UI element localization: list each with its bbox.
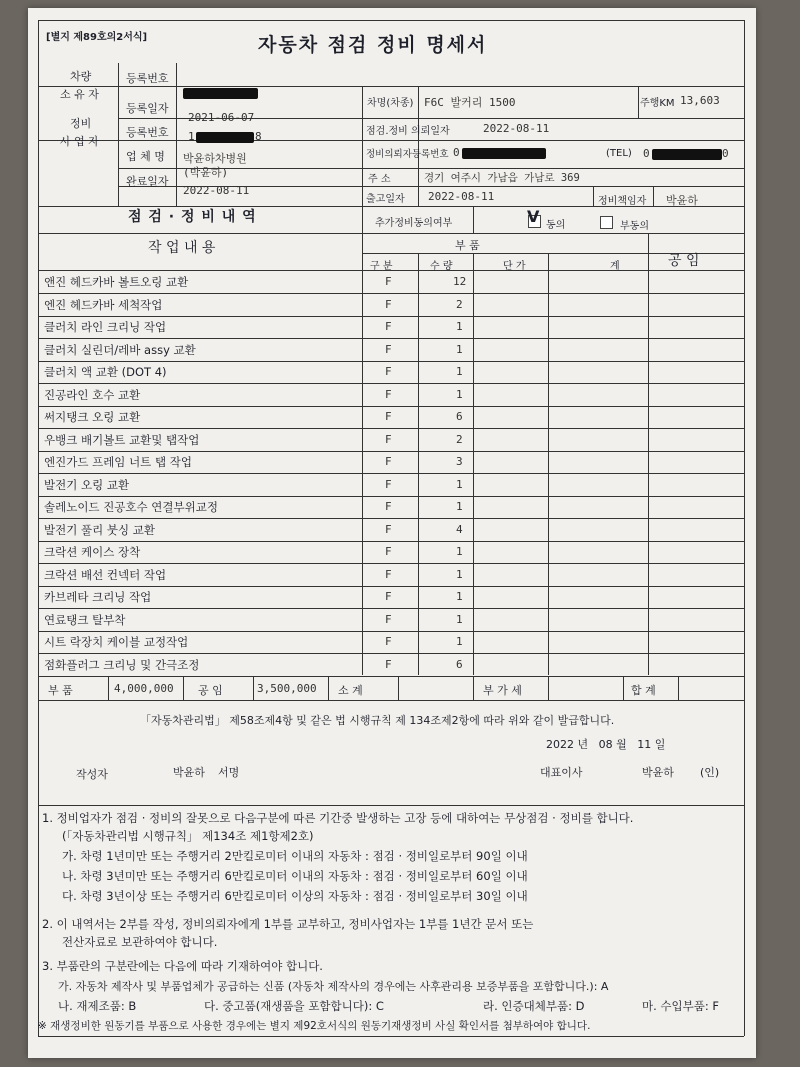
part-qty: 6 (456, 410, 463, 423)
owner-label-2: 소 유 자 (60, 88, 99, 101)
manager: 박윤하 (666, 194, 698, 207)
done-date: 2022-08-11 (183, 184, 250, 197)
rule (38, 586, 744, 587)
agree-label: 동의 (546, 220, 566, 231)
disagree-checkbox[interactable] (600, 216, 613, 229)
part-type: F (385, 545, 392, 558)
part-type: F (385, 635, 392, 648)
rule (418, 253, 419, 675)
rule (548, 253, 549, 675)
work-description: 써지탱크 오링 교환 (44, 410, 141, 424)
frame-top (38, 20, 744, 21)
part-qty: 4 (456, 523, 463, 536)
writer-label: 작성자 (76, 768, 108, 781)
part-type: F (385, 365, 392, 378)
km-value: 13,603 (680, 94, 720, 107)
rule (38, 451, 744, 452)
rule (398, 676, 399, 700)
part-type: F (385, 320, 392, 333)
tel-label: (TEL) (606, 148, 632, 159)
address-label: 주 소 (368, 174, 391, 185)
biz-label: 정비 (70, 117, 92, 130)
part-type: F (385, 410, 392, 423)
done-date-label: 완료일자 (126, 175, 169, 188)
part-qty: 3 (456, 455, 463, 468)
owner-reg-date-label: 등록일자 (126, 102, 169, 115)
part-qty: 1 (456, 613, 463, 626)
work-description: 진공라인 호수 교환 (44, 388, 141, 402)
col-qty: 수 량 (430, 261, 453, 272)
part-qty: 1 (456, 500, 463, 513)
sign-label: 서명 (218, 766, 240, 779)
work-description: 엔진가드 프레임 너트 탭 작업 (44, 455, 192, 469)
work-description: 발전기 풀리 붓싱 교환 (44, 523, 155, 537)
rule (38, 631, 744, 632)
rule (38, 805, 744, 806)
issue-statement: 「자동차관리법」 제58조제4항 및 같은 법 시행규칙 제 134조제2항에 따라 위와 같이 발급합니다. (140, 714, 615, 727)
work-description: 발전기 오링 교환 (44, 478, 130, 492)
work-description: 크락션 케이스 장착 (44, 545, 141, 559)
rule (653, 186, 654, 206)
work-description: 연료탱크 탈부착 (44, 613, 126, 627)
day-unit: 일 (654, 738, 666, 751)
work-description: 시트 락장치 케이블 교정작업 (44, 635, 189, 649)
month-unit: 월 (616, 738, 627, 751)
work-description: 점화플러그 크리닝 및 간극조정 (44, 658, 200, 672)
owner-label: 차량 (70, 70, 92, 83)
car-model: F6C 발커리 1500 (424, 96, 516, 109)
part-qty: 2 (456, 433, 463, 446)
rule (38, 338, 744, 339)
owner-reg-no-label: 등록번호 (126, 72, 169, 85)
part-qty: 1 (456, 343, 463, 356)
note-2b: 전산자료로 보관하여야 합니다. (62, 935, 218, 949)
frame-right (744, 20, 745, 1036)
rule (38, 700, 744, 701)
part-qty: 1 (456, 478, 463, 491)
owner-reg-date: 2021-06-07 (188, 111, 255, 124)
rule (638, 86, 639, 118)
rep-label: 대표이사 (540, 766, 583, 779)
car-model-label: 차명(차종) (367, 98, 414, 109)
rule (183, 676, 184, 700)
note-1-ref: (「자동차관리법 시행규칙」 제134조 제1항제2호) (62, 829, 314, 843)
part-type: F (385, 568, 392, 581)
rule (678, 676, 679, 700)
issue-date (546, 736, 665, 752)
note-3d: 라. 인증대체부품: D (483, 999, 585, 1013)
rule (38, 541, 744, 542)
rule (623, 676, 624, 700)
note-3e: 마. 수입부품: F (642, 999, 720, 1013)
part-qty: 1 (456, 365, 463, 378)
work-header: 작 업 내 용 (148, 240, 216, 256)
tel-value: 0 (643, 147, 650, 160)
rule (38, 316, 744, 317)
rule (253, 676, 254, 700)
vat-label: 부 가 세 (483, 684, 522, 697)
biz-label-2: 사 업 자 (60, 135, 99, 148)
rule (362, 253, 363, 675)
part-type: F (385, 613, 392, 626)
part-qty: 12 (453, 275, 467, 288)
requester-no: 0 (453, 146, 460, 159)
work-description: 엔진 헤드카바 세척작업 (44, 298, 163, 312)
grand-total-label: 합 계 (631, 684, 656, 697)
work-description: 클러치 라인 크리닝 작업 (44, 320, 167, 334)
work-description: 앤진 헤드카바 볼트오링 교환 (44, 275, 189, 289)
writer-name: 박윤하 (173, 766, 205, 779)
company-owner: (박윤하) (183, 166, 229, 179)
part-qty: 2 (456, 298, 463, 311)
part-type: F (385, 658, 392, 671)
frame-left (38, 20, 39, 1036)
rule (118, 63, 119, 206)
biz-reg-no-tail: 8 (255, 130, 262, 143)
work-description: 클러치 액 교환 (DOT 4) (44, 365, 167, 379)
document-title: 자동차 점검 정비 명세서 (258, 34, 488, 56)
rule (38, 563, 744, 564)
part-qty: 1 (456, 545, 463, 558)
rule (473, 676, 474, 700)
release-date-label: 출고일자 (366, 194, 405, 205)
rule (38, 361, 744, 362)
seal-mark: (인) (700, 766, 720, 779)
inspection-document (28, 8, 756, 1058)
section-title: 점 검 · 정 비 내 역 (128, 209, 257, 225)
note-3: 3. 부품란의 구분란에는 다음에 따라 기재하여야 합니다. (42, 959, 323, 973)
rule (38, 653, 744, 654)
rule (38, 518, 744, 519)
part-type: F (385, 455, 392, 468)
part-type: F (385, 590, 392, 603)
work-description: 우뱅크 배기볼트 교환및 탭작업 (44, 433, 200, 447)
rule (648, 253, 649, 675)
issue-month: 08 (598, 738, 613, 751)
part-type: F (385, 500, 392, 513)
rule (38, 293, 744, 294)
agree-checkmark: V (527, 207, 540, 226)
work-description: 솔레노이드 진공호수 연결부위교정 (44, 500, 218, 514)
work-description: 카브레타 크리닝 작업 (44, 590, 152, 604)
col-total: 계 (610, 261, 620, 272)
col-type: 구 분 (370, 261, 393, 272)
issue-year: 2022 (546, 738, 574, 751)
release-date: 2022-08-11 (428, 190, 495, 203)
part-qty: 1 (456, 568, 463, 581)
rule (38, 676, 744, 677)
note-3c: 다. 중고품(재생품을 포함합니다): C (204, 999, 384, 1013)
biz-reg-no-label: 등록번호 (126, 126, 169, 139)
rule (38, 383, 744, 384)
rule (38, 140, 744, 141)
tel-tail: 0 (722, 147, 729, 160)
part-type: F (385, 275, 392, 288)
work-description: 크락션 배선 컨넥터 작업 (44, 568, 167, 582)
requester-no-label: 정비의뢰자등록번호 (366, 149, 449, 160)
year-unit: 년 (577, 738, 589, 751)
part-qty: 6 (456, 658, 463, 671)
part-type: F (385, 523, 392, 536)
rule (108, 676, 109, 700)
frame-bottom (38, 1036, 744, 1037)
form-number: [별지 제89호의2서식] (46, 32, 148, 43)
address: 경기 여주시 가남읍 가남로 369 (424, 172, 580, 184)
work-description: 클러치 실린더/레바 assy 교환 (44, 343, 196, 357)
rule (38, 406, 744, 407)
subtotal-label: 소 계 (338, 684, 363, 697)
rule (328, 676, 329, 700)
rule (38, 233, 744, 234)
note-star: ※ 재생정비한 원동기를 부품으로 사용한 경우에는 별지 제92호서식의 원동기재생정비 사실 확인서를 첨부하여야 합니다. (38, 1020, 591, 1032)
part-type: F (385, 343, 392, 356)
rule (38, 473, 744, 474)
parts-header: 부 품 (455, 239, 480, 252)
redaction-bar (183, 88, 258, 99)
col-unit-price: 단 가 (503, 261, 526, 272)
total-labor-value: 3,500,000 (257, 682, 317, 695)
biz-reg-no: 1 (188, 130, 195, 143)
request-date: 2022-08-11 (483, 122, 550, 135)
redaction-bar (462, 148, 546, 159)
total-labor-label: 공 임 (198, 684, 223, 697)
note-1b: 나. 차령 3년미만 또는 주행거리 6만킬로미터 이내의 자동차 : 점검 · 정비일로부터 60일 이내 (62, 869, 528, 883)
rule (38, 428, 744, 429)
note-3b: 나. 재제조품: B (58, 999, 137, 1013)
total-parts-value: 4,000,000 (114, 682, 174, 695)
part-type: F (385, 478, 392, 491)
note-3a: 가. 자동차 제작사 및 부품업체가 공급하는 신품 (자동차 제작사의 경우에는 사후관리용 보증부품을 포함합니다.): A (58, 980, 609, 993)
note-1a: 가. 차령 1년미만 또는 주행거리 2만킬로미터 이내의 자동차 : 점검 · 정비일로부터 90일 이내 (62, 849, 528, 863)
part-type: F (385, 388, 392, 401)
rule (176, 63, 177, 206)
part-qty: 1 (456, 635, 463, 648)
labor-header: 공 임 (668, 253, 700, 269)
part-qty: 1 (456, 320, 463, 333)
rule (38, 496, 744, 497)
rule (548, 676, 549, 700)
part-type: F (385, 433, 392, 446)
note-1c: 다. 차령 3년이상 또는 주행거리 6만킬로미터 이상의 자동차 : 점검 · 정비일로부터 30일 이내 (62, 889, 528, 903)
redaction-bar (652, 149, 722, 160)
manager-label: 정비책임자 (598, 196, 647, 207)
rule (362, 86, 363, 270)
request-date-label: 점검.정비 의뢰일자 (366, 126, 450, 137)
consent-label: 추가정비동의여부 (375, 218, 453, 229)
rule (473, 206, 474, 233)
part-qty: 1 (456, 590, 463, 603)
note-1: 1. 정비업자가 점검 · 정비의 잘못으로 다음구분에 따른 기간중 발생하는 고장 등에 대하여는 무상점검 · 정비를 합니다. (42, 811, 634, 825)
rule (473, 253, 474, 675)
rep-name: 박윤하 (642, 766, 674, 779)
note-2: 2. 이 내역서는 2부를 작성, 정비의뢰자에게 1부를 교부하고, 정비사업자는 1부를 1년간 문서 또는 (42, 917, 534, 931)
rule (593, 186, 594, 206)
disagree-label: 부동의 (620, 221, 649, 232)
company-name: 박윤하차병원 (183, 152, 247, 165)
total-parts-label: 부 품 (48, 684, 73, 697)
part-qty: 1 (456, 388, 463, 401)
company-label: 업 체 명 (126, 150, 165, 163)
rule (38, 608, 744, 609)
issue-day: 11 (637, 738, 652, 751)
km-label: 주행KM (640, 98, 675, 109)
part-type: F (385, 298, 392, 311)
redaction-bar (196, 132, 254, 143)
